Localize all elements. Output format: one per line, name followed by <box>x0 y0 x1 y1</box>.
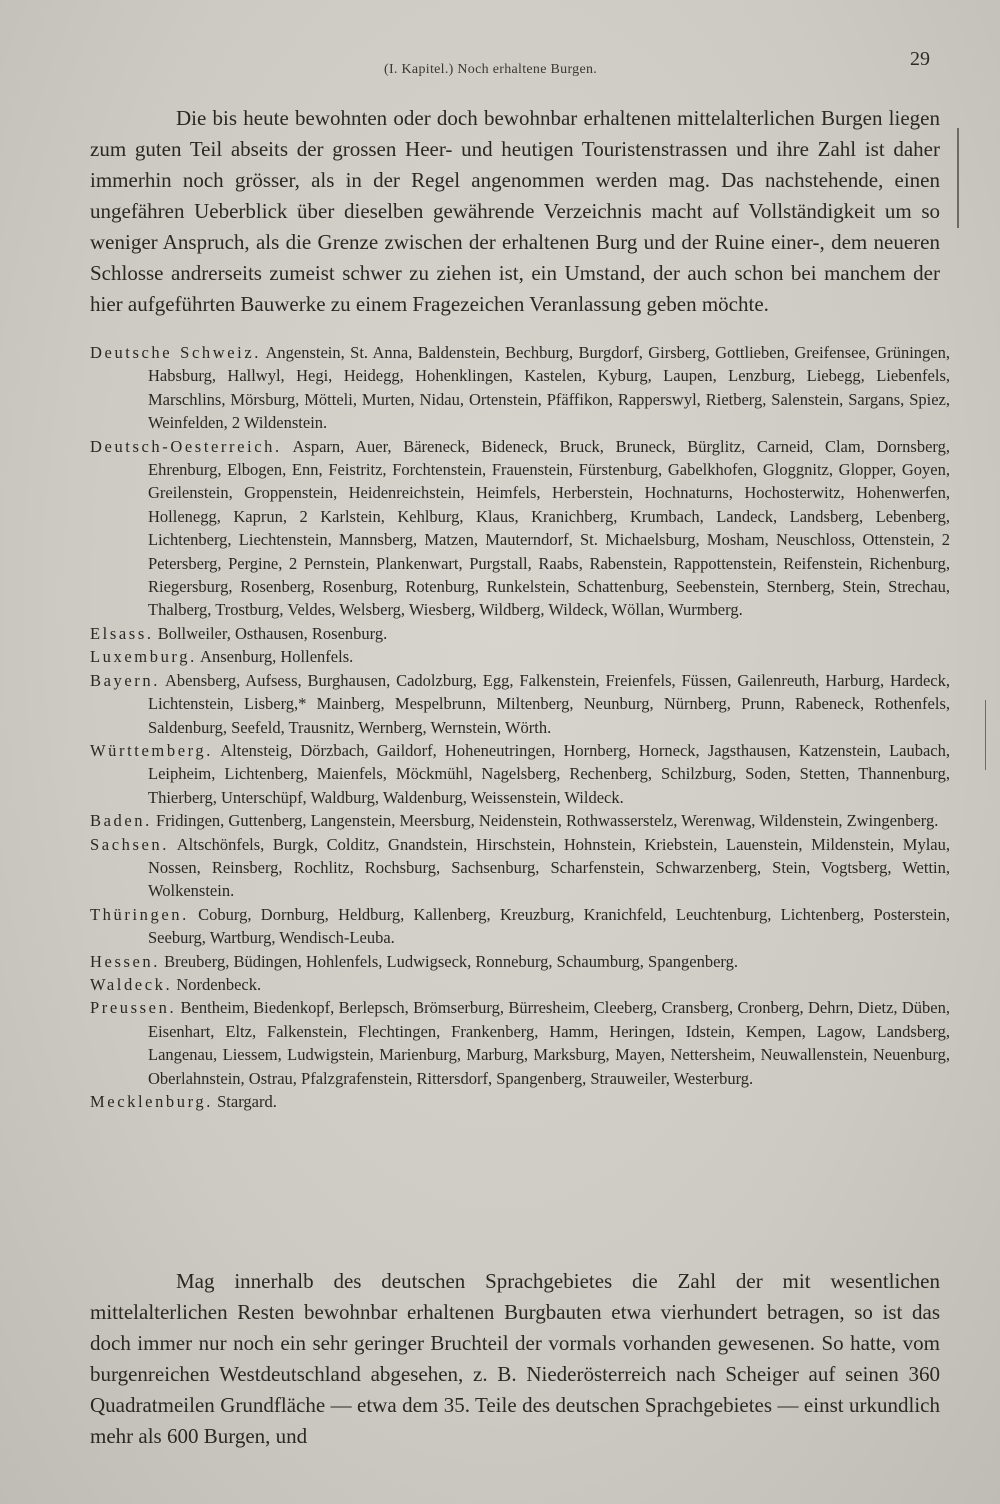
region-name: Sachsen. <box>90 834 169 854</box>
region-name: Elsass. <box>90 623 154 643</box>
region-entry <box>90 739 950 809</box>
region-name: Hessen. <box>90 951 160 971</box>
closing-paragraph <box>90 1266 940 1452</box>
region-name: Württemberg. <box>90 740 213 760</box>
running-head: (I. Kapitel.) Noch erhaltene Burgen. <box>384 62 598 77</box>
region-entry <box>90 669 950 739</box>
region-castles: Bollweiler, Osthausen, Rosenburg. <box>157 623 388 643</box>
margin-mark <box>957 128 959 228</box>
region-castles: Abensberg, Aufsess, Burghausen, Cadolzburg, Egg, Falkenstein, Freienfels, Füssen, Gailenreuth, Harburg, Hardeck, Lichtenstein, Lisberg,* Mainberg, Mespelbrunn, Miltenberg, Neunburg, Nürnberg, Prunn, Rabeneck, Rothenfels, Saldenburg, Seefeld, Trausnitz, Wernberg, Wernstein, Wörth. <box>148 670 950 737</box>
region-entry <box>90 809 950 832</box>
region-entry <box>90 435 950 622</box>
region-name: Thüringen. <box>90 904 189 924</box>
region-castles: Breuberg, Büdingen, Hohlenfels, Ludwigseck, Ronneburg, Schaumburg, Spangenberg. <box>164 951 739 971</box>
region-name: Waldeck. <box>90 974 173 994</box>
region-entry <box>90 645 950 668</box>
region-castles: Altschönfels, Burgk, Colditz, Gnandstein, Hirschstein, Hohnstein, Kriebstein, Lauenstein, Mildenstein, Mylau, Nossen, Reinsberg, Rochlitz, Rochsburg, Sachsenburg, Scharfenstein, Schwarzenberg, Stein, Vogtsberg, Wettin, Wolkenstein. <box>148 834 950 901</box>
region-castles: Coburg, Dornburg, Heldburg, Kallenberg, Kreuzburg, Kranichfeld, Leuchtenburg, Lichtenberg, Posterstein, Seeburg, Wartburg, Wendisch-Leuba. <box>148 904 950 948</box>
region-entry <box>90 903 950 950</box>
region-entry <box>90 622 950 645</box>
region-castles: Ansenburg, Hollenfels. <box>200 647 354 667</box>
region-name: Bayern. <box>90 670 160 690</box>
castle-list <box>90 341 950 1113</box>
region-entry <box>90 833 950 903</box>
intro-paragraph-text: Die bis heute bewohnten oder doch bewohnbar erhaltenen mittelalterlichen Burgen liegen zum guten Teil abseits der grossen Heer- und heutigen Touristenstrassen und ihre Zahl ist daher immerhin noch grösser, als in der Regel angenommen werden mag. Das nachstehende, einen ungefähren Ueberblick über dieselben gewährende Verzeichnis macht auf Vollständigkeit um so weniger Anspruch, als die Grenze zwischen der erhaltenen Burg und der Ruine einer-, dem neueren Schlosse andrerseits zumeist schwer zu ziehen ist, ein Umstand, der auch schon bei manchem der hier aufgeführten Bauwerke zu einem Fragezeichen Veranlassung geben möchte. <box>90 106 940 316</box>
page-number: 29 <box>910 48 930 70</box>
region-name: Preussen. <box>90 998 177 1018</box>
intro-paragraph <box>90 103 940 320</box>
region-castles: Bentheim, Biedenkopf, Berlepsch, Brömserburg, Bürresheim, Cleeberg, Cransberg, Cronberg, Dehrn, Dietz, Düben, Eisenhart, Eltz, Falkenstein, Flechtingen, Frankenberg, Hamm, Heringen, Idstein, Kempen, Lagow, Landsberg, Langenau, Liessem, Ludwigstein, Marienburg, Marburg, Marksburg, Mayen, Nettersheim, Neuwallenstein, Neuenburg, Oberlahnstein, Ostrau, Pfalzgrafenstein, Rittersdorf, Spangenberg, Strauweiler, Westerburg. <box>148 998 951 1088</box>
region-castles: Nordenbeck. <box>176 974 262 994</box>
margin-mark <box>985 700 986 770</box>
region-entry <box>90 973 950 996</box>
region-castles: Stargard. <box>217 1092 277 1111</box>
region-castles: Angenstein, St. Anna, Baldenstein, Bechburg, Burgdorf, Girsberg, Gottlieben, Greifensee, Grüningen, Habsburg, Hallwyl, Hegi, Heidegg, Hohenklingen, Kastelen, Kyburg, Laupen, Lenzburg, Liebegg, Liebenfels, Marschlins, Mörsburg, Mötteli, Murten, Nidau, Ortenstein, Pfäffikon, Rapperswyl, Rietberg, Salenstein, Sargans, Spiez, Weinfelden, 2 Wildenstein. <box>148 343 950 433</box>
region-name: Mecklenburg. <box>90 1092 213 1111</box>
region-name: Baden. <box>90 811 152 831</box>
region-entry <box>90 950 950 973</box>
region-castles: Altensteig, Dörzbach, Gaildorf, Hoheneutringen, Hornberg, Horneck, Jagsthausen, Katzenstein, Laubach, Leipheim, Lichtenberg, Maienfels, Möckmühl, Nagelsberg, Rechenberg, Schilzburg, Soden, Stetten, Thannenburg, Thierberg, Unterschüpf, Waldburg, Waldenburg, Weissenstein, Wildeck. <box>148 740 950 807</box>
region-name: Deutsch-Oesterreich. <box>90 436 282 456</box>
region-entry <box>90 996 950 1090</box>
region-castles: Fridingen, Guttenberg, Langenstein, Meersburg, Neidenstein, Rothwasserstelz, Werenwag, Wildenstein, Zwingenberg. <box>156 811 939 831</box>
region-name: Luxemburg. <box>90 647 197 667</box>
region-castles: Asparn, Auer, Bäreneck, Bideneck, Bruck, Bruneck, Bürglitz, Carneid, Clam, Dornsberg, Ehrenburg, Elbogen, Enn, Feistritz, Forchtenstein, Frauenstein, Fürstenburg, Gabelkhofen, Gloggnitz, Glopper, Goyen, Greilenstein, Groppenstein, Heidenreichstein, Heimfels, Herberstein, Hochnaturns, Hochosterwitz, Hohenwerfen, Hollenegg, Kaprun, 2 Karlstein, Kehlburg, Klaus, Kranichberg, Krumbach, Landeck, Landsberg, Lebenberg, Lichtenberg, Liechtenstein, Mannsberg, Matzen, Mauterndorf, St. Michaelsburg, Mosham, Neuschloss, Ottenstein, 2 Petersberg, Pergine, 2 Pernstein, Plankenwart, Purgstall, Raabs, Rabenstein, Rappottenstein, Reifenstein, Richenburg, Riegersburg, Rosenberg, Rosenburg, Rotenburg, Runkelstein, Schattenburg, Seebenstein, Sternberg, Stein, Strechau, Thalberg, Trostburg, Veldes, Welsberg, Wiesberg, Wildberg, Wildeck, Wöllan, Wurmberg. <box>148 436 950 620</box>
closing-paragraph-text: Mag innerhalb des deutschen Sprachgebietes die Zahl der mit wesentlichen mittelalterlichen Resten bewohnbar erhaltenen Burgbauten etwa vierhundert betragen, so ist das doch immer nur noch ein sehr geringer Bruchteil der vormals vorhanden gewesenen. So hatte, vom burgenreichen Westdeutschland abgesehen, z. B. Niederösterreich nach Scheiger auf seinen 360 Quadratmeilen Grundfläche — etwa dem 35. Teile des deutschen Sprachgebietes — einst urkundlich mehr als 600 Burgen, und <box>90 1269 940 1448</box>
region-entry <box>90 1090 950 1113</box>
region-name: Deutsche Schweiz. <box>90 343 261 362</box>
region-entry <box>90 341 950 435</box>
